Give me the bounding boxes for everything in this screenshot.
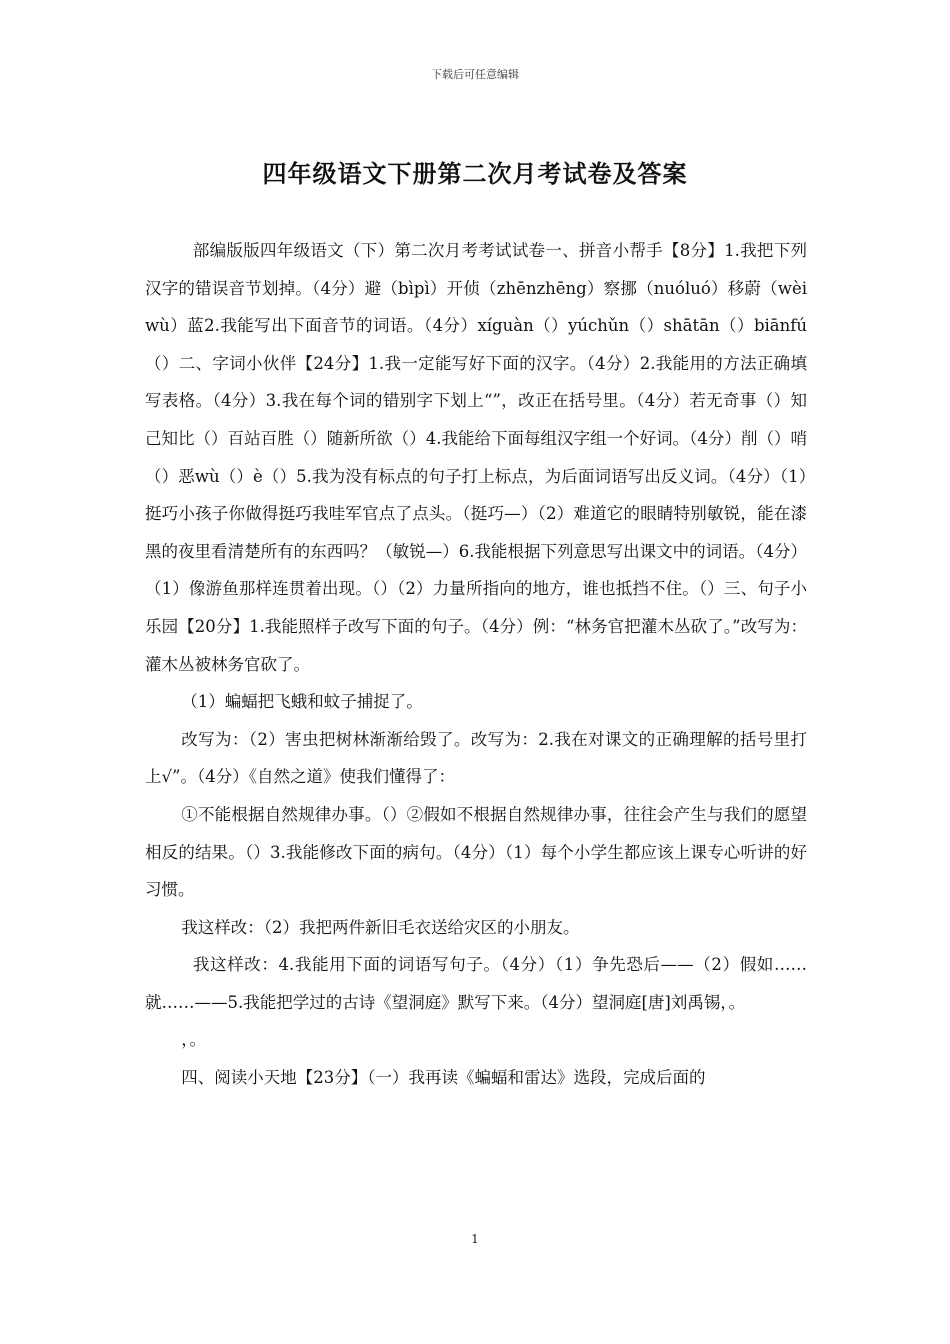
paragraph-nature-way: ①不能根据自然规律办事。（）②假如不根据自然规律办事，往往会产生与我们的愿望相反的结果。（）3.我能修改下面的病句。（4分）（1）每个小学生都应该上课专心听讲的好习惯。 <box>145 804 807 900</box>
paragraph-sentence-1: （1）蝙蝠把飞蛾和蚊子捕捉了。 <box>181 692 423 712</box>
paragraph-correction-2: 我这样改：4.我能用下面的词语写句子。（4分）（1）争先恐后——（2）假如……就……——5.我能把学过的古诗《望洞庭》默写下来。（4分）望洞庭[唐]刘禹锡，。 <box>145 955 807 1012</box>
page-number: 1 <box>471 1232 479 1246</box>
paragraph-reading: 四、阅读小天地【23分】（一）我再读《蝙蝠和雷达》选段，完成后面的 <box>181 1068 706 1088</box>
paragraph-correction-1: 我这样改：（2）我把两件新旧毛衣送给灾区的小朋友。 <box>181 917 580 937</box>
document-body <box>145 232 807 1097</box>
header-note: 下载后可任意编辑 <box>431 68 519 81</box>
paragraph-rewrite: 改写为：（2）害虫把树林渐渐给毁了。改写为：2.我在对课文的正确理解的括号里打上√”。（4分）《自然之道》使我们懂得了： <box>145 729 807 787</box>
paragraph-poem-punct: ，。 <box>181 1030 207 1050</box>
paragraph-exam-sections: 部编版版四年级语文（下）第二次月考考试试卷一、拼音小帮手【8分】1.我把下列汉字的错误音节划掉。（4分）避（bìpì）开侦（zhēnzhēng）察挪（nuóluó）移蔚（wèiwù）蓝2.我能写出下面音节的词语。（4分）xíguàn（）yúchǔn（）shātān（）biānfú（）二、字词小伙伴【24分】1.我一定能写好下面的汉字。（4分）2.我能用的方法正确填写表格。（4分）3.我在每个词的错别字下划上“”，改正在括号里。（4分）若无奇事（）知己知比（）百站百胜（）随新所欲（）4.我能给下面每组汉字组一个好词。（4分）削（）哨（）恶wù（）è（）5.我为没有标点的句子打上标点，为后面词语写出反义词。（4分）（1）挺巧小孩子你做得挺巧我哇军官点了点头。（挺巧—）（2）难道它的眼睛特别敏锐，能在漆黑的夜里看清楚所有的东西吗？（敏锐—）6.我能根据下列意思写出课文中的词语。（4分）（1）像游鱼那样连贯着出现。（）（2）力量所指向的地方，谁也抵挡不住。（）三、句子小乐园【20分】1.我能照样子改写下面的句子。（4分）例：“林务官把灌木丛砍了。”改写为：灌木丛被林务官砍了。 <box>145 241 807 674</box>
document-title: 四年级语文下册第二次月考试卷及答案 <box>262 159 688 188</box>
